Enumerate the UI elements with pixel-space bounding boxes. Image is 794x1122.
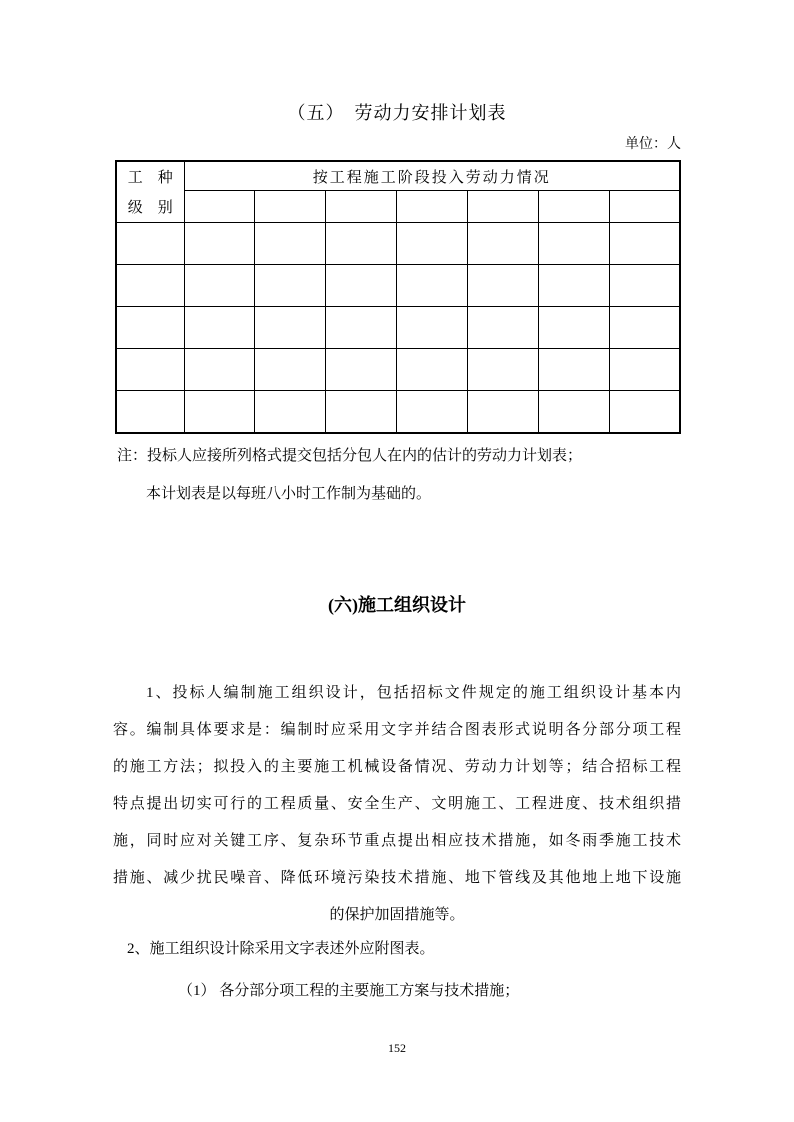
empty-cell <box>184 223 255 265</box>
page-number: 152 <box>388 1041 406 1055</box>
stage-subheader-cell <box>397 191 468 223</box>
empty-cell <box>116 349 184 391</box>
empty-cell <box>397 265 468 307</box>
note-line-1: 注：投标人应接所列格式提交包括分包人在内的估计的劳动力计划表； <box>117 448 583 464</box>
empty-cell <box>467 307 538 349</box>
empty-cell <box>467 223 538 265</box>
table-notes <box>113 437 681 513</box>
paragraph-line: 施，同时应对关键工序、复杂环节重点提出相应技术措施，如冬雨季施工技术 <box>113 833 681 849</box>
empty-cell <box>609 391 680 433</box>
table-row <box>116 349 680 391</box>
table-row <box>116 307 680 349</box>
empty-cell <box>326 349 397 391</box>
empty-cell <box>397 391 468 433</box>
empty-cell <box>609 307 680 349</box>
stage-header-cell: 按工程施工阶段投入劳动力情况 <box>184 161 680 191</box>
table-row <box>116 391 680 433</box>
empty-cell <box>467 349 538 391</box>
empty-cell <box>184 349 255 391</box>
empty-cell <box>184 307 255 349</box>
stage-subheader-cell <box>184 191 255 223</box>
empty-cell <box>397 307 468 349</box>
table-subheader-row <box>116 191 680 223</box>
unit-label: 单位：人 <box>625 137 681 152</box>
stage-subheader-cell <box>467 191 538 223</box>
empty-cell <box>538 223 609 265</box>
empty-cell <box>116 223 184 265</box>
table-header-row-1 <box>116 161 680 191</box>
labor-plan-table <box>115 160 681 434</box>
paragraph-line: 的施工方法；拟投入的主要施工机械设备情况、劳动力计划等；结合招标工程 <box>113 759 681 775</box>
empty-cell <box>326 265 397 307</box>
worker-grade-label: 级 别 <box>127 200 173 216</box>
empty-cell <box>538 349 609 391</box>
empty-cell <box>255 349 326 391</box>
paragraph-line: 的保护加固措施等。 <box>329 907 465 923</box>
empty-cell <box>116 307 184 349</box>
empty-cell <box>255 265 326 307</box>
stage-subheader-cell <box>609 191 680 223</box>
empty-cell <box>609 265 680 307</box>
section-paragraph <box>113 675 681 934</box>
empty-cell <box>326 307 397 349</box>
stage-subheader-cell <box>326 191 397 223</box>
empty-cell <box>116 391 184 433</box>
empty-cell <box>326 391 397 433</box>
doc-title: （五） 劳动力安排计划表 <box>287 103 507 123</box>
stage-subheader-cell <box>538 191 609 223</box>
empty-cell <box>397 223 468 265</box>
worker-type-label: 工 种 <box>127 170 173 186</box>
empty-cell <box>467 265 538 307</box>
paragraph-line: 措施、减少扰民噪音、降低环境污染技术措施、地下管线及其他地上地下设施 <box>113 870 681 886</box>
empty-cell <box>609 349 680 391</box>
empty-cell <box>538 265 609 307</box>
empty-cell <box>255 307 326 349</box>
empty-cell <box>538 391 609 433</box>
empty-cell <box>255 391 326 433</box>
empty-cell <box>116 265 184 307</box>
table-row <box>116 265 680 307</box>
note-line-2: 本计划表是以每班八小时工作制为基础的。 <box>146 486 432 502</box>
list-item-2-sub-1: （1） 各分部分项工程的主要施工方案与技术措施； <box>178 983 520 999</box>
paragraph-line: 特点提出切实可行的工程质量、安全生产、文明施工、工程进度、技术组织措 <box>113 796 681 812</box>
empty-cell <box>397 349 468 391</box>
empty-cell <box>467 391 538 433</box>
empty-cell <box>184 391 255 433</box>
worker-type-grade-header-cell <box>116 161 184 223</box>
list-item-2: 2、施工组织设计除采用文字表述外应附图表。 <box>127 941 435 957</box>
empty-cell <box>609 223 680 265</box>
table-row <box>116 223 680 265</box>
paragraph-line: 容。编制具体要求是：编制时应采用文字并结合图表形式说明各分部分项工程 <box>113 722 681 738</box>
stage-subheader-cell <box>255 191 326 223</box>
empty-cell <box>326 223 397 265</box>
paragraph-line: 1、投标人编制施工组织设计，包括招标文件规定的施工组织设计基本内 <box>146 685 681 701</box>
section-heading: (六)施工组织设计 <box>328 595 466 615</box>
empty-cell <box>184 265 255 307</box>
empty-cell <box>255 223 326 265</box>
empty-cell <box>538 307 609 349</box>
